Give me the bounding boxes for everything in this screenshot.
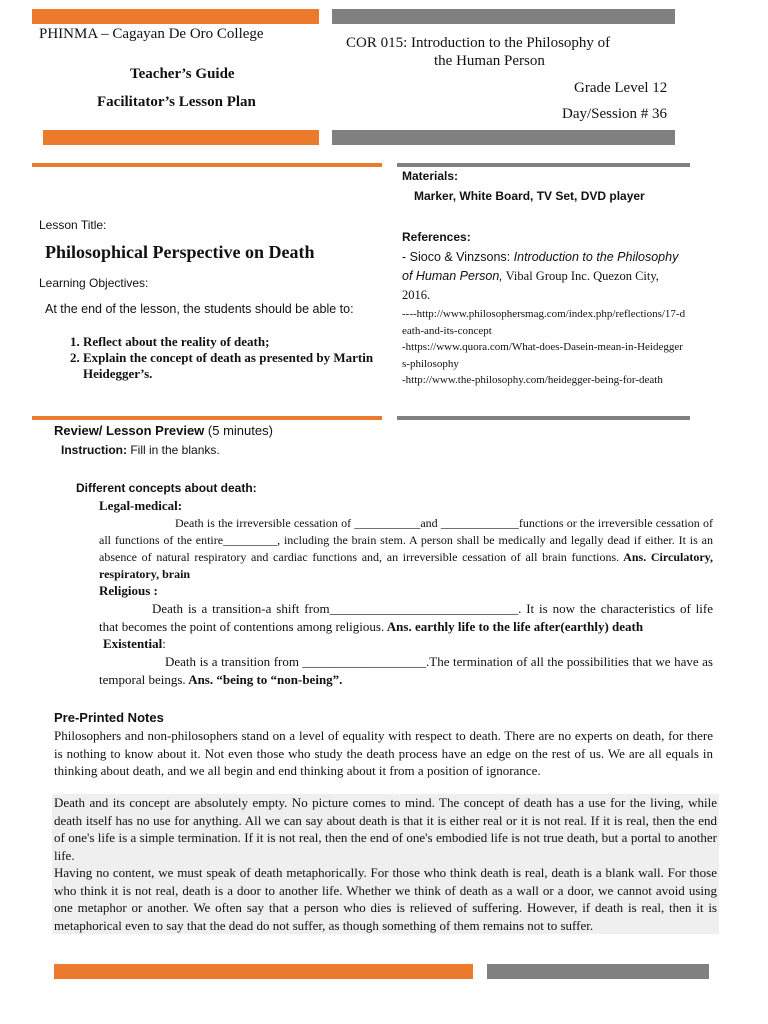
footer-gray-bar [487,964,709,979]
lesson-bottom-bar [32,416,382,420]
notes-paragraph: Having no content, we must speak of death metaphorically. For those who think death is real, death is a blank wall. For those who think it is not real, death is a door to another life. Whether we think of death as a wall or a door, we cannot avoid using one metaphor or another. We often say that a person who dies is relieved of suffering. However, if death is real, then it is metaphorical even to say that the dead do not suffer, as though something of them remains not to suffer. [54,865,717,933]
reference-book-prefix: - Sioco & Vinzsons: [402,250,514,264]
reference-link: -https://www.quora.com/What-does-Dasein-mean-in-Heideggers-philosophy [402,341,683,370]
legal-medical-text [99,515,713,583]
lesson-plan-title: Facilitator’s Lesson Plan [97,94,256,110]
teachers-guide-title: Teacher’s Guide [130,66,235,82]
materials-top-bar [397,163,690,167]
existential-definition: Death is a transition from ___________________.The termination of all the possibilities that we have as temporal beings. [99,654,713,687]
objectives-label: Learning Objectives: [39,276,149,290]
notes-quote-block [52,794,719,934]
existential-text [99,653,713,689]
existential-label [103,636,166,652]
review-heading [54,423,273,438]
concepts-heading: Different concepts about death: [76,481,257,495]
materials-label: Materials: [402,169,459,183]
header-bottom-gray-bar [332,130,675,145]
existential-answer: Ans. “being to “non-being”. [185,672,343,687]
references-label: References: [402,230,471,244]
legal-medical-definition: Death is the irreversible cessation of ___________and _____________functions or the irreversible cessation of all functions of the entire_________, including the brain stem. A person shall be medically and legally dead if either. It is an absence of natural respiratory and cardiac functions and, an irreversible cessation of all brain functions. [99,516,713,564]
lesson-title: Philosophical Perspective on Death [45,242,315,262]
reference-link: ----http://www.philosophersmag.com/index.php/reflections/17-death-and-its-concept [402,308,686,337]
existential-colon: : [162,636,166,651]
materials-bottom-bar [397,416,690,420]
header-top-orange-bar [32,9,319,24]
notes-heading: Pre-Printed Notes [54,710,164,725]
course-title-line1: COR 015: Introduction to the Philosophy of [346,35,611,51]
college-name: PHINMA – Cagayan De Oro College [39,26,264,42]
review-time: (5 minutes) [204,423,273,438]
review-heading-text: Review/ Lesson Preview [54,423,205,438]
instruction-label: Instruction: [61,443,127,457]
day-session: Day/Session # 36 [562,106,667,122]
notes-paragraph: Philosophers and non-philosophers stand on a level of equality with respect to death. There are no experts on death, for there is nothing to know about it. Not even those who study the death process have an edge on the rest of us. We are all equals in thinking about death, and we all begin and end thinking about it from a position of ignorance. [54,728,713,778]
objectives-intro: At the end of the lesson, the students should be able to: [45,302,354,316]
materials-items: Marker, White Board, TV Set, DVD player [414,189,645,203]
religious-answer: Ans. earthly life to the life after(earthly) death [384,619,644,634]
legal-medical-label: Legal-medical: [99,498,183,513]
header-top-gray-bar [332,9,675,24]
header-bottom-orange-bar [43,130,319,145]
reference-book-title: Introduction to the Philosophy of Human Person, [402,250,679,283]
lesson-top-bar [32,163,382,167]
reference-book-publisher: Vibal Group Inc. Quezon City, 2016. [402,269,659,302]
reference-link: -http://www.the-philosophy.com/heidegger-being-for-death [402,374,663,386]
footer-orange-bar [54,964,473,979]
lesson-title-label: Lesson Title: [39,218,107,232]
existential-label-text: Existential [103,636,163,651]
reference-links [402,306,687,389]
grade-level: Grade Level 12 [574,80,668,96]
legal-medical-answer: Ans. Circulatory, respiratory, brain [99,550,713,581]
religious-label: Religious : [99,583,158,598]
course-title-line2: the Human Person [434,53,545,69]
religious-definition: Death is a transition-a shift from_____________________________. It is now the characteristics of life that becomes the point of contentions among religious. [99,601,713,634]
instruction [61,443,220,457]
objective-item: 1. Reflect about the reality of death; [83,334,393,350]
notes-paragraph: Death and its concept are absolutely empty. No picture comes to mind. The concept of death has a use for the living, while death itself has no use for anything. All we can say about death is that it is either real or it is not real. If it is real, then the end of one's life is a simple termination. If it is not real, then the end of one's embodied life is not true death, but a portal to another life. [54,795,717,863]
objective-item: 2. Explain the concept of death as presented by Martin Heidegger’s. [83,350,393,382]
religious-text [99,600,713,636]
instruction-text: Fill in the blanks. [127,443,220,457]
objectives-list [53,334,393,382]
reference-book [402,248,687,305]
